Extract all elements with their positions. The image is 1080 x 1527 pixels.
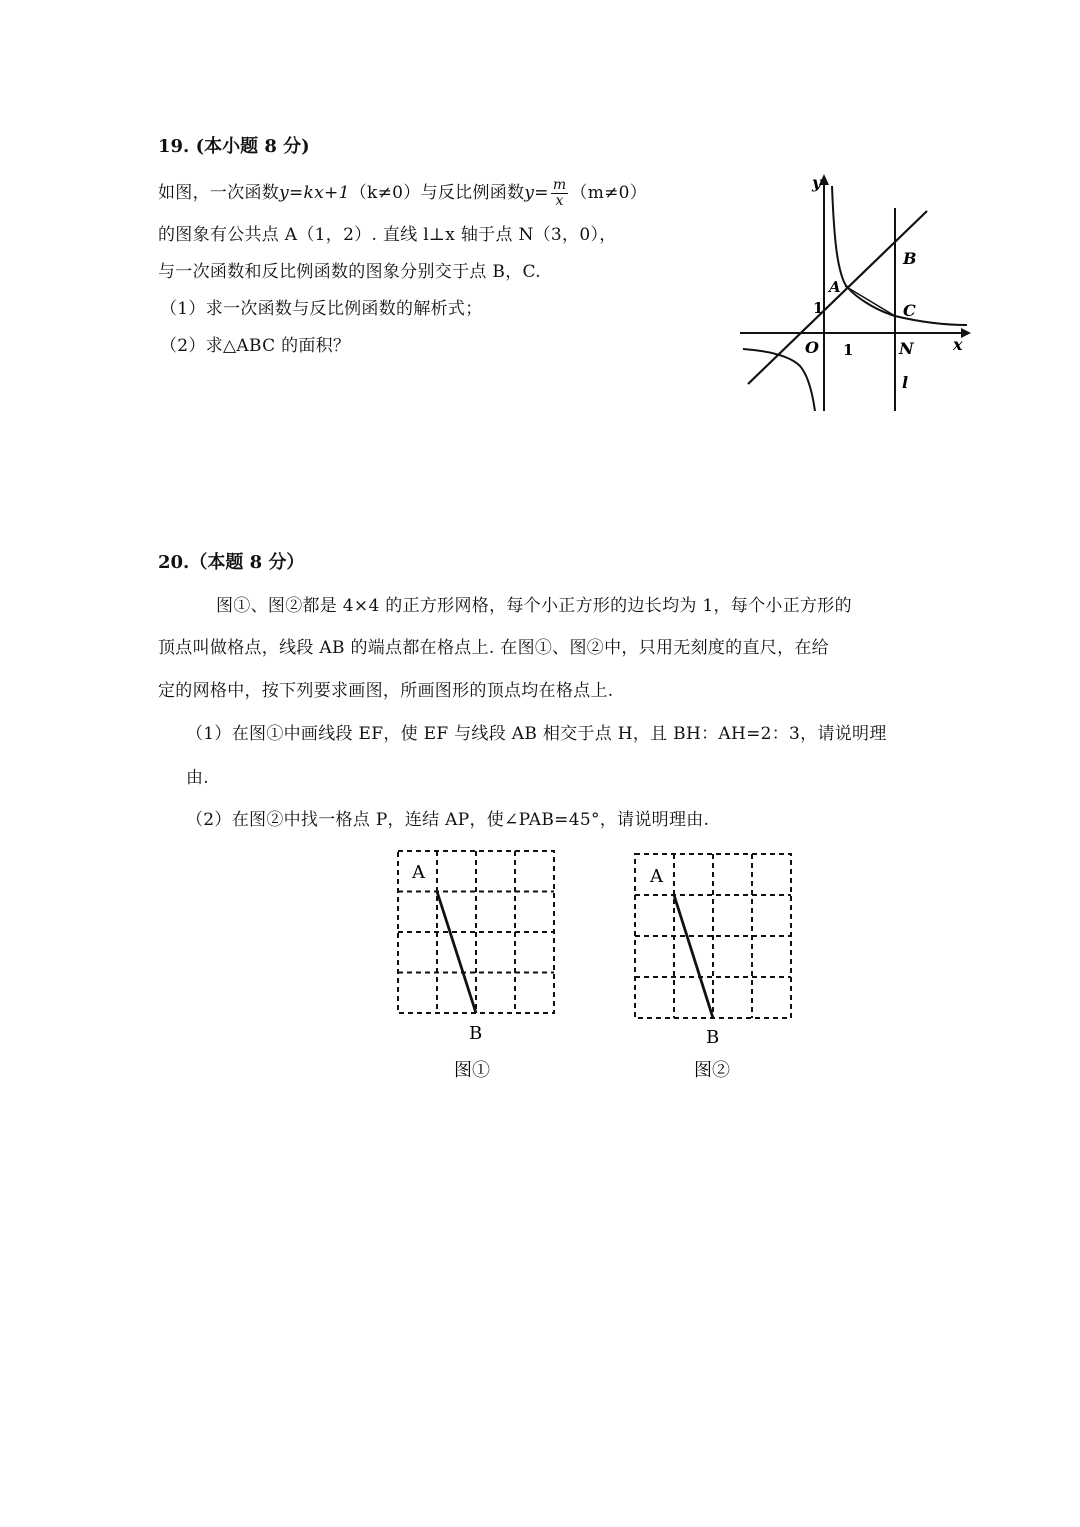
figure-2-grid [628,848,803,1093]
q20-title: 20.（本题 8 分） [158,552,305,573]
figure-2-label-b: B [706,1027,720,1048]
figure-2-segment-ab [674,895,713,1018]
label-point-b: B [903,249,917,268]
label-x: x [953,335,963,354]
q20-para-line2: 顶点叫做格点，线段 AB 的端点都在格点上. 在图①、图②中，只用无刻度的直尺，在给 [158,638,829,658]
label-point-c: C [903,301,916,320]
q20-part1-line1: （1）在图①中画线段 EF，使 EF 与线段 AB 相交于点 H，且 BH：AH=2：3，请说明理 [186,724,887,744]
hyperbola-branch-left [743,349,815,411]
q19-frac-den: x [555,193,564,209]
label-line-l: l [902,373,909,392]
q19-frac-num: m [552,177,567,193]
figure-1-segment-ab [437,892,476,1014]
segment-ac [845,286,895,316]
q20-part2: （2）在图②中找一格点 P，连结 AP，使∠PAB=45°，请说明理由. [186,810,710,830]
q19-line3: 与一次函数和反比例函数的图象分别交于点 B，C. [158,262,541,282]
figure-2-caption: 图② [694,1060,730,1081]
q20-part1-line2: 由. [186,768,210,788]
q19-part2: （2）求△ABC 的面积？ [160,336,351,356]
figure-1-label-b: B [469,1023,483,1044]
q19-line1 [158,178,647,209]
label-one-y: 1 [813,299,824,317]
q19-inverse-eq: y= [524,183,549,203]
q19-line1-a: 如图，一次函数 [158,183,280,203]
label-point-n: N [899,339,914,358]
figure-2-label-a: A [650,866,663,887]
label-y: y [812,173,822,192]
figure-1-grid [390,845,565,1090]
linear-function-line [748,211,927,384]
q19-title: 19. (本小题 8 分) [158,136,310,157]
q20-para-line1: 图①、图②都是 4×4 的正方形网格，每个小正方形的边长均为 1，每个小正方形的 [216,596,852,616]
q20-para-line3: 定的网格中，按下列要求画图，所画图形的顶点均在格点上. [158,681,614,701]
figure-1-label-a: A [412,862,425,883]
q19-line1-c: （m≠0） [570,183,648,203]
hyperbola-branch-right [832,186,967,325]
q19-line1-b: （k≠0）与反比例函数 [349,183,525,203]
q19-fraction [551,178,569,209]
figure-1-caption: 图① [454,1060,490,1081]
q19-part1: （1）求一次函数与反比例函数的解析式； [160,299,483,319]
q19-linear-eq: y=kx+1 [279,183,350,203]
label-point-a: A [829,278,841,296]
q19-function-graph [735,168,975,418]
q19-line2: 的图象有公共点 A（1，2）. 直线 l⊥x 轴于点 N（3，0）， [158,225,617,245]
label-one-x: 1 [843,341,854,359]
label-origin: O [805,338,819,357]
